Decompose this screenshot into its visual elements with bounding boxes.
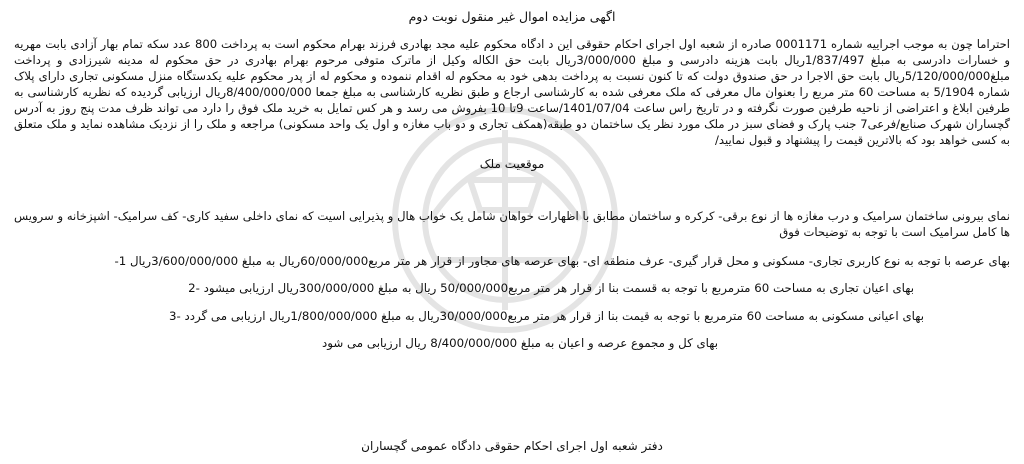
- valuation-item-commercial-building: بهای اعیان تجاری به مساحت 60 مترمربع با توجه به قسمت بنا از قرار هر متر مربع50/000/000 ریال به مبلغ 300/000/000ریال ارزیابی میشود -2: [188, 281, 914, 295]
- issuing-office-signature: دفتر شعبه اول اجرای احکام حقوقی دادگاه عمومی گچساران: [361, 439, 663, 453]
- valuation-item-land: بهای عرصه با توجه به نوع کاربری تجاری- مسکونی و محل قرار گیری- عرف منطقه ای- بهای عرصه های مجاور از قرار هر متر مربع60/000/000ریال به مبلغ 3/600/000/000ریال 1-: [114, 254, 1010, 268]
- valuation-item-total: بهای کل و مجموع عرصه و اعیان به مبلغ 8/400/000/000 ریال ارزیابی می شود: [321, 336, 718, 350]
- valuation-item-residential-building: بهای اعیانی مسکونی به مساحت 60 مترمربع با توجه به قیمت بنا از قرار هر متر مربع30/000/000ریال به مبلغ 1/800/000/000ریال ارزیابی می گردد -3: [169, 309, 924, 323]
- property-description: نمای بیرونی ساختمان سرامیک و درب مغازه ها از نوع برقی- کرکره و ساختمان مطابق با اظهارات خواهان شامل یک خواب هال و پذیرایی اسیت که نمای داخلی سفید کاری- کف سرامیک- اشپزخانه و سرویس ها کامل سرامیک است با توجه به توضیحات فوق: [14, 209, 1010, 239]
- property-location-heading: موقعیت ملک: [479, 157, 545, 171]
- notice-title: اگهی مزایده اموال غیر منقول نوبت دوم: [408, 9, 616, 24]
- notice-body: احتراما چون به موجب اجراییه شماره 0001171 صادره از شعبه اول اجرای احکام حقوقی این د ادگاه محکوم علیه مجد بهادری فرزند بهرام محکوم است به پرداخت 800 عدد سکه تمام بهار آزادی بابت مهریه و خسارات دادرسی به مبلغ 1/837/497ریال بابت هزینه دادرسی و مبلغ 3/000/000ریال بابت حق الکاله وکیل از ماترک متوفی مرحوم بهرام بهادری در حق محکوم له مدینه شیرزادی و پرداخت مبلغ5/120/000/000ریال بابت حق الاجرا در حق صندوق دولت که تا کنون نسبت به پرداخت بدهی خود به محکوم له اقدام ننموده و محکوم له از پدر محکوم علیه یکدستگاه منزل مسکونی تجاری دارای پلاک شماره 5/1904 به مساحت 60 متر مربع را بعنوان مال معرفی که ملک معرفی شده به کارشناسی ارجاع و طبق نظریه کارشناسی به مبلغ جمعا 8/400/000/000ریال ارزیابی گردیده که نظریه کارشناسی به طرفین ابلاغ و اعتراضی از ناحیه طرفین صورت نگرفته و در تاریخ راس ساعت 1401/07/04/ساعت 9تا 10 بفروش می رسد و هر کس تمایل به خرید ملک فوق را دارد می تواند ظرف مدت پنج روز به آدرس گچساران شهرک صنایع/فرعی7 جنب پارک و فضای سبز در ملک مورد نظر یک ساختمان دو طبقه(همکف تجاری و دو باب مغازه و اول یک واحد مسکونی) مراجعه و ملک را از نزدیک مشاهده نماید و ملک متعلق به کسی خواهد بود که بالاترین قیمت را پیشنهاد و قبول نمایید/: [14, 37, 1011, 147]
